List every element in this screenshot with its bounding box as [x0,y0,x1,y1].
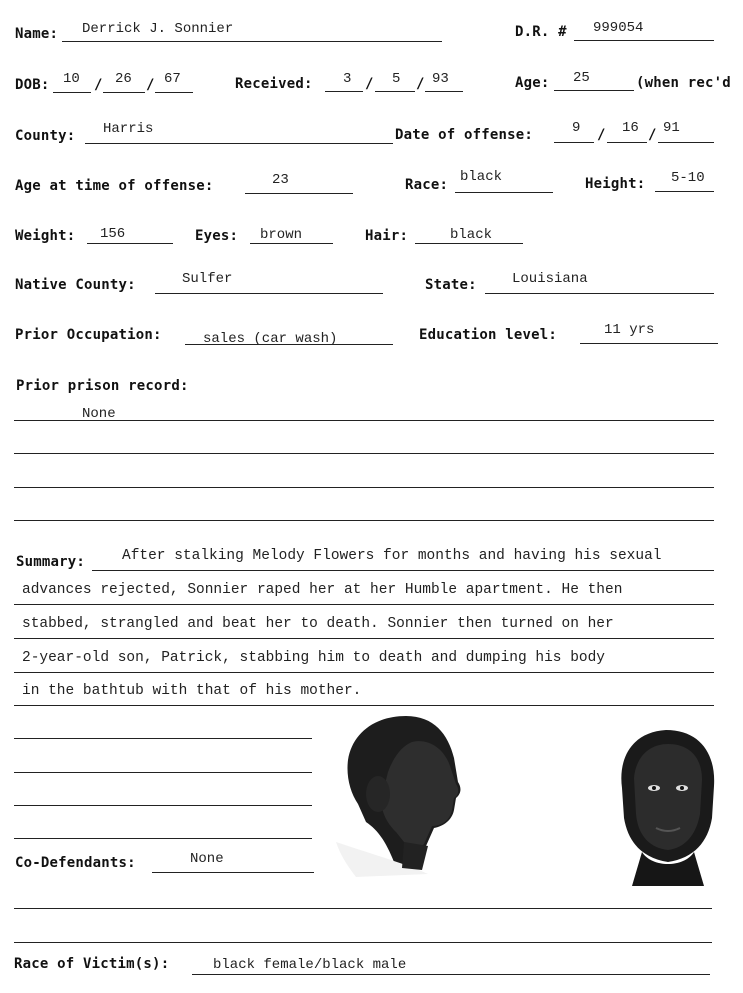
co-defendants-line [152,872,314,873]
profile-photo [316,712,516,877]
co-defendants-line-2 [14,908,712,909]
summary-line-3: stabbed, strangled and beat her to death. Sonnier then turned on her [22,616,614,632]
prior-record-value: None [82,406,116,422]
prior-occupation-value: sales (car wash) [203,331,338,347]
dob-slash-1: / [94,77,103,93]
state-value: Louisiana [512,271,588,287]
race-line [455,192,553,193]
weight-value: 156 [100,226,126,242]
prior-record-label: Prior prison record: [16,378,189,394]
blank-line-2 [14,772,312,773]
received-year: 93 [432,71,449,87]
prior-occupation-label: Prior Occupation: [15,327,162,343]
weight-line [87,243,173,244]
state-label: State: [425,277,477,293]
eyes-line [250,243,333,244]
dr-number-line [574,40,714,41]
prior-record-line-4 [14,520,714,521]
summary-line-5: in the bathtub with that of his mother. [22,683,362,699]
received-month: 3 [343,71,352,87]
prior-occupation-line [185,344,393,345]
dob-year-line [155,92,193,93]
offense-year: 91 [663,120,680,136]
native-county-label: Native County: [15,277,136,293]
weight-label: Weight: [15,228,76,244]
co-defendants-line-3 [14,942,712,943]
age-line [554,90,634,91]
race-of-victims-value: black female/black male [213,957,407,973]
received-slash-2: / [416,76,425,92]
age-label: Age: [515,75,550,91]
summary-line-2: advances rejected, Sonnier raped her at her Humble apartment. He then [22,582,623,598]
prior-record-line-1 [14,420,714,421]
race-of-victims-label: Race of Victim(s): [14,956,170,972]
height-value: 5-10 [671,170,705,186]
co-defendants-value: None [190,851,224,867]
county-label: County: [15,128,76,144]
age-at-offense-label: Age at time of offense: [15,178,214,194]
education-value: 11 yrs [604,322,655,338]
summary-rule-1 [92,570,714,571]
blank-line-1 [14,738,312,739]
dob-day: 26 [115,71,132,87]
summary-rule-3 [14,638,714,639]
offense-slash-1: / [597,127,606,143]
dob-day-line [103,92,145,93]
offense-day-line [607,142,647,143]
received-month-line [325,91,363,92]
offense-slash-2: / [648,127,657,143]
race-of-victims-line [192,974,710,975]
age-at-offense-value: 23 [272,172,289,188]
summary-rule-4 [14,672,714,673]
name-value: Derrick J. Sonnier [82,21,234,37]
eyes-label: Eyes: [195,228,239,244]
name-label: Name: [15,26,59,42]
co-defendants-label: Co-Defendants: [15,855,136,871]
offense-month-line [554,142,594,143]
summary-line-4: 2-year-old son, Patrick, stabbing him to death and dumping his body [22,650,605,666]
native-county-line [155,293,383,294]
education-line [580,343,718,344]
dob-month-line [53,92,91,93]
prior-record-line-2 [14,453,714,454]
summary-line-1: After stalking Melody Flowers for months and having his sexual [122,548,662,564]
received-day: 5 [392,71,401,87]
height-line [655,191,714,192]
dr-number-label: D.R. # [515,24,567,40]
dob-month: 10 [63,71,80,87]
front-photo [608,718,728,888]
hair-line [415,243,523,244]
name-line [62,41,442,42]
education-label: Education level: [419,327,558,343]
hair-value: black [450,227,493,243]
dob-year: 67 [164,71,181,87]
received-day-line [375,91,415,92]
offense-month: 9 [572,120,581,136]
hair-label: Hair: [365,228,409,244]
eyes-value: brown [260,227,303,243]
age-at-offense-line [245,193,353,194]
received-slash-1: / [365,76,374,92]
received-year-line [425,91,463,92]
dob-slash-2: / [146,77,155,93]
dob-label: DOB: [15,77,50,93]
summary-rule-2 [14,604,714,605]
blank-line-3 [14,805,312,806]
date-of-offense-label: Date of offense: [395,127,534,143]
blank-line-4 [14,838,312,839]
summary-label: Summary: [16,554,86,570]
offense-day: 16 [622,120,639,136]
summary-rule-5 [14,705,714,706]
prior-record-line-3 [14,487,714,488]
state-line [485,293,714,294]
age-value: 25 [573,70,590,86]
height-label: Height: [585,176,646,192]
county-value: Harris [103,121,154,137]
race-label: Race: [405,177,449,193]
race-value: black [460,169,503,185]
received-label: Received: [235,76,313,92]
dr-number-value: 999054 [593,20,644,36]
age-note: (when rec'd [636,75,731,91]
county-line [85,143,393,144]
native-county-value: Sulfer [182,271,233,287]
offense-year-line [658,142,714,143]
